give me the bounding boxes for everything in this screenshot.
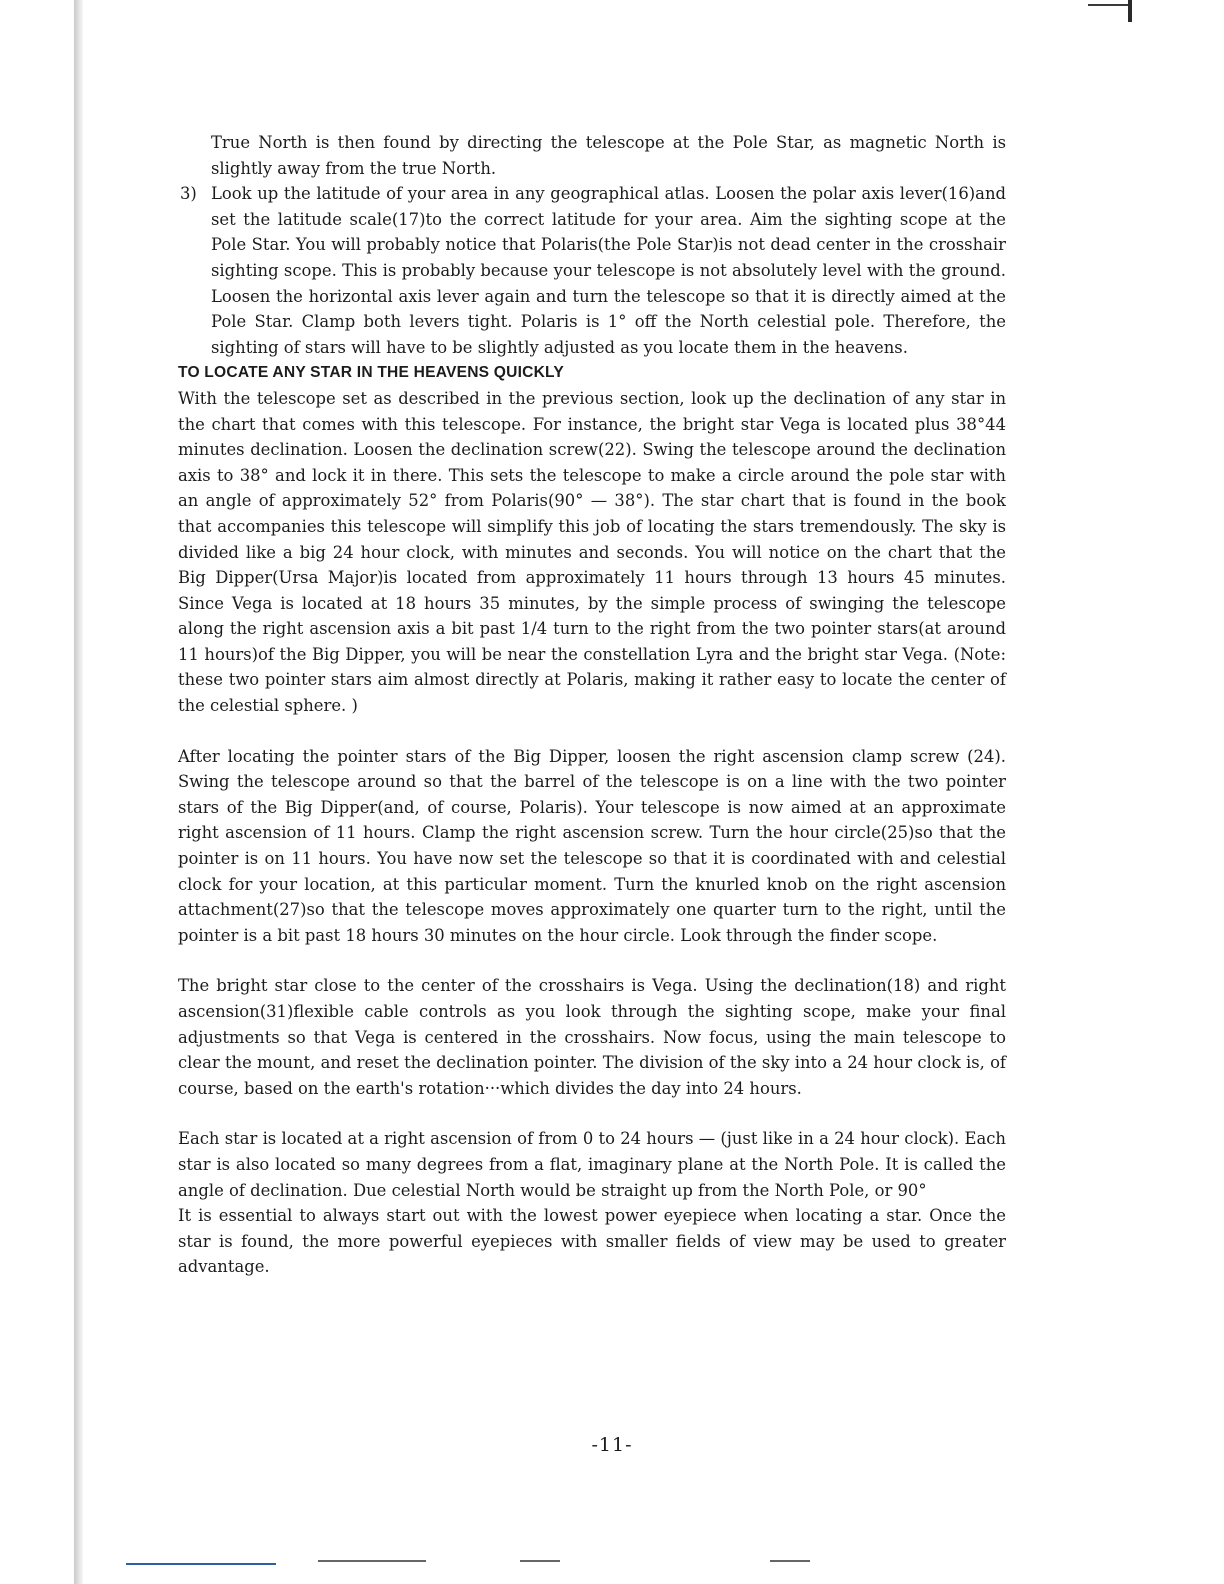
paragraph-gap (178, 719, 1006, 744)
paragraph-gap (178, 1101, 1006, 1126)
paragraph-crosshairs: The bright star close to the center of the crosshairs is Vega. Using the declination(18) and right ascension(31)flexible cable controls as you look through the sighting scope, make your final adjustments so that Vega is centered in the crosshairs. Now focus, using the main telescope to clear the mount, and reset the declination pointer. The division of the sky into a 24 hour clock is, of course, based on the earth's rotation···which divides the day into 24 hours. (178, 976, 1006, 1098)
scan-corner-line (1088, 4, 1128, 6)
step-number: 3) (180, 184, 197, 204)
paragraph-gap (178, 948, 1006, 973)
intro-paragraph: True North is then found by directing the telescope at the Pole Star, as magnetic North is slightly away from the true North. (211, 133, 1006, 178)
bottom-dash (520, 1560, 560, 1562)
page-number: -11- (591, 1434, 633, 1456)
paragraph-pointer-stars: After locating the pointer stars of the Big Dipper, loosen the right ascension clamp screw (24). Swing the telescope around so that the barrel of the telescope is on a line with the two pointer stars of the Big Dipper(and, of course, Polaris). Your telescope is now aimed at an approximate right ascension of 11 hours. Clamp the right ascension screw. Turn the hour circle(25)so that the pointer is on 11 hours. You have now set the telescope so that it is coordinated with and celestial clock for your location, at this particular moment. Turn the knurled knob on the right ascension attachment(27)so that the telescope moves approximately one quarter turn to the right, until the pointer is a bit past 18 hours 30 minutes on the hour circle. Look through the finder scope. (178, 746, 1006, 945)
paragraph-locate-vega: With the telescope set as described in the previous section, look up the declination of any star in the chart that comes with this telescope. For instance, the bright star Vega is located plus 38°44 minutes declination. Loosen the declination screw(22). Swing the telescope around the declination axis to 38° and lock it in there. This sets the telescope to make a circle around the pole star with an angle of approximately 52° from Polaris(90° — 38°). The star chart that is found in the book that accompanies this telescope will simplify this job of locating the stars tremendously. The sky is divided like a big 24 hour clock, with minutes and seconds. You will notice on the chart that the Big Dipper(Ursa Major)is located from approximately 11 hours through 13 hours 45 minutes. Since Vega is located at 18 hours 35 minutes, by the simple process of swinging the telescope along the right ascension axis a bit past 1/4 turn to the right from the two pointer stars(at around 11 hours)of the Big Dipper, you will be near the constellation Lyra and the bright star Vega. (Note: these two pointer stars aim almost directly at Polaris, making it rather easy to locate the center of the celestial sphere. ) (178, 388, 1006, 716)
paragraph-right-ascension: Each star is located at a right ascension of from 0 to 24 hours — (just like in a 24 hour clock). Each star is also located so many degrees from a flat, imaginary plane at the North Pole. It is called the angle of declination. Due celestial North would be straight up from the North Pole, or 90° (178, 1129, 1006, 1200)
step-3 (178, 181, 1006, 360)
bottom-dash (318, 1560, 426, 1562)
binding-edge (74, 0, 83, 1584)
section-heading: TO LOCATE ANY STAR IN THE HEAVENS QUICKLY (178, 364, 564, 382)
bottom-rule (126, 1563, 276, 1565)
step-3-text: Look up the latitude of your area in any geographical atlas. Loosen the polar axis lever(16)and set the latitude scale(17)to the correct latitude for your area. Aim the sighting scope at the Pole Star. You will probably notice that Polaris(the Pole Star)is not dead center in the crosshair sighting scope. This is probably because your telescope is not absolutely level with the ground. Loosen the horizontal axis lever again and turn the telescope so that it is directly aimed at the Pole Star. Clamp both levers tight. Polaris is 1° off the North celestial pole. Therefore, the sighting of stars will have to be slightly adjusted as you locate them in the heavens. (211, 184, 1006, 357)
page-body (178, 130, 1006, 1280)
paragraph-eyepiece: It is essential to always start out with the lowest power eyepiece when locating a star. Once the star is found, the more powerful eyepieces with smaller fields of view may be used to greater advantage. (178, 1206, 1006, 1277)
scan-corner-mark (1128, 0, 1132, 22)
bottom-dash (770, 1560, 810, 1562)
